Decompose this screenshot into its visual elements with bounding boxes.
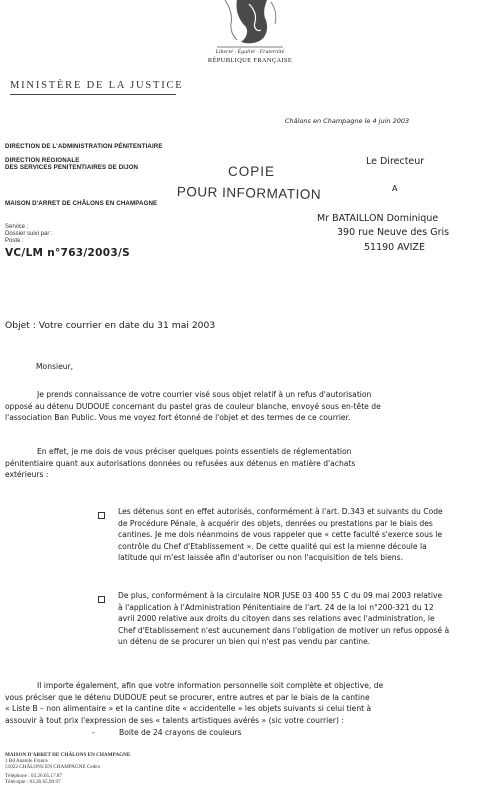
bullet-2 (118, 590, 496, 648)
reference-number: VC/LM n°763/2003/S (5, 247, 130, 259)
bullet-1-line: contrôle du Chef d'Etablissement ». De cette qualité qui est la mienne découle la (118, 541, 427, 551)
bullet-2-line: à l'application à l'Administration Pénitentiaire de l'art. 24 de la loi n°200-321 du 12 (118, 602, 434, 612)
service-label: Service : (5, 224, 29, 230)
recipient-street: 390 rue Neuve des Gris (337, 227, 450, 238)
paragraph-3 (5, 680, 499, 726)
bullet-2-line: avril 2000 relative aux droits du citoyen dans ses relations avec l'administration, le (118, 614, 435, 624)
place-date: Châlons en Champagne le 4 juin 2003 (285, 117, 410, 125)
paragraph-1 (5, 389, 499, 424)
list-item: Boite de 24 crayons de couleurs (119, 728, 242, 737)
paragraph-2-line: pénitentiaire quant aux autorisations données ou refusées aux détenus en matière d'achats (5, 458, 356, 468)
bullet-2-line: De plus, conformément à la circulaire NOR JUSE 03 400 55 C du 09 mai 2003 relative (118, 591, 443, 600)
paragraph-1-line: opposé au détenu DUDOUE concernant du pastel gras de couleur blanche, envoyé sous en-tête de (5, 401, 381, 411)
footer-city: 51022 CHÂLONS EN CHAMPAGNE Cedex (5, 764, 101, 770)
bullet-1-line: latitude qui m'est laissée afin d'autoriser ou non l'acquisition de tels biens. (118, 553, 403, 563)
paragraph-1-line: l'association Ban Public. Vous me voyez fort étonné de l'objet et des termes de ce courrier. (5, 413, 351, 423)
list-dash: - (92, 728, 95, 737)
ministry-title: MINISTÈRE DE LA JUSTICE (10, 80, 184, 91)
direction-regionale-line1: DIRECTION REGIONALE (5, 157, 80, 164)
sender-title: Le Directeur (366, 156, 425, 167)
marianne-logo-icon (195, 0, 305, 50)
paragraph-3-line: assouvir à tout prix l'expression de ses « talents artistiques avérés » (sic votre courrier) : (5, 715, 344, 725)
direction-regionale-line2: DES SERVICES PENITENTIAIRES DE DIJON (5, 164, 139, 171)
footer-fax: Télécopie : 03.26.65.90.97 (5, 779, 61, 785)
footer-street: 1 Bd Anatole France (5, 758, 48, 764)
bullet-2-line: Chef d'Etablissement n'est aucunement dans l'obligation de motiver un refus opposé à (118, 625, 450, 635)
maison-arret-name: MAISON D'ARRET DE CHÂLONS EN CHAMPAGNE (5, 200, 158, 207)
sender-a: A (392, 184, 398, 193)
footer-address (5, 752, 130, 785)
bullet-1 (118, 506, 496, 564)
bullet-1-line: de Procédure Pénale, à acquérir des objets, denrées ou prestations par le biais des (118, 518, 433, 528)
stamp-pour-information: POUR INFORMATION (176, 184, 322, 203)
direction-ap: DIRECTION DE L'ADMINISTRATION PÉNITENTIAIRE (5, 143, 163, 150)
footer-phone: Téléphone : 03.26.65.17.87 (5, 773, 63, 779)
dossier-label: Dossier suivi par : (5, 231, 53, 237)
paragraph-1-line: Je prends connaissance de votre courrier visé sous objet relatif à un refus d'autorisation (37, 390, 372, 399)
ministry-divider (10, 94, 176, 95)
bullet-1-line: Les détenus sont en effet autorisés, conformément à l'art. D.343 et suivants du Code (118, 507, 443, 516)
footer-name: MAISON D'ARRET DE CHÂLONS EN CHAMPAGNE (5, 752, 131, 758)
paragraph-3-line: vous préciser que le détenu DUDOUE peut se procurer, entre autres et par le biais de la cantine (5, 692, 370, 702)
stamp-copie: COPIE (228, 164, 276, 179)
salutation: Monsieur, (36, 362, 74, 371)
poste-label: Poste : (5, 238, 24, 244)
bullet-2-line: un détenu de se procurer un bien qui n'est pas vendu par cantine. (118, 637, 371, 647)
paragraph-3-line: Il importe également, afin que votre information personnelle soit complète et objective, de (37, 681, 384, 690)
paragraph-2-line: extérieurs : (5, 470, 49, 480)
republic-motto: Liberté · Égalité · Fraternité (215, 49, 285, 55)
paragraph-2-line: En effet, je me dois de vous préciser quelques points essentiels de réglementation (37, 447, 352, 456)
checkbox-bullet-icon (98, 596, 105, 603)
checkbox-bullet-icon (98, 512, 105, 519)
paragraph-3-line: « Liste B – non alimentaire » et la cantine dite « accidentelle » les objets suivants si celui tient à (5, 704, 372, 714)
recipient-name: Mr BATAILLON Dominique (317, 213, 439, 224)
bullet-1-line: cantines. Je me dois néanmoins de vous rappeler que « cette faculté s'exerce sous le (118, 530, 443, 540)
republic-name: RÉPUBLIQUE FRANÇAISE (207, 57, 293, 64)
letter-object: Objet : Votre courrier en date du 31 mai 2003 (5, 320, 216, 331)
paragraph-2 (5, 446, 499, 481)
recipient-city: 51190 AVIZE (364, 242, 425, 253)
